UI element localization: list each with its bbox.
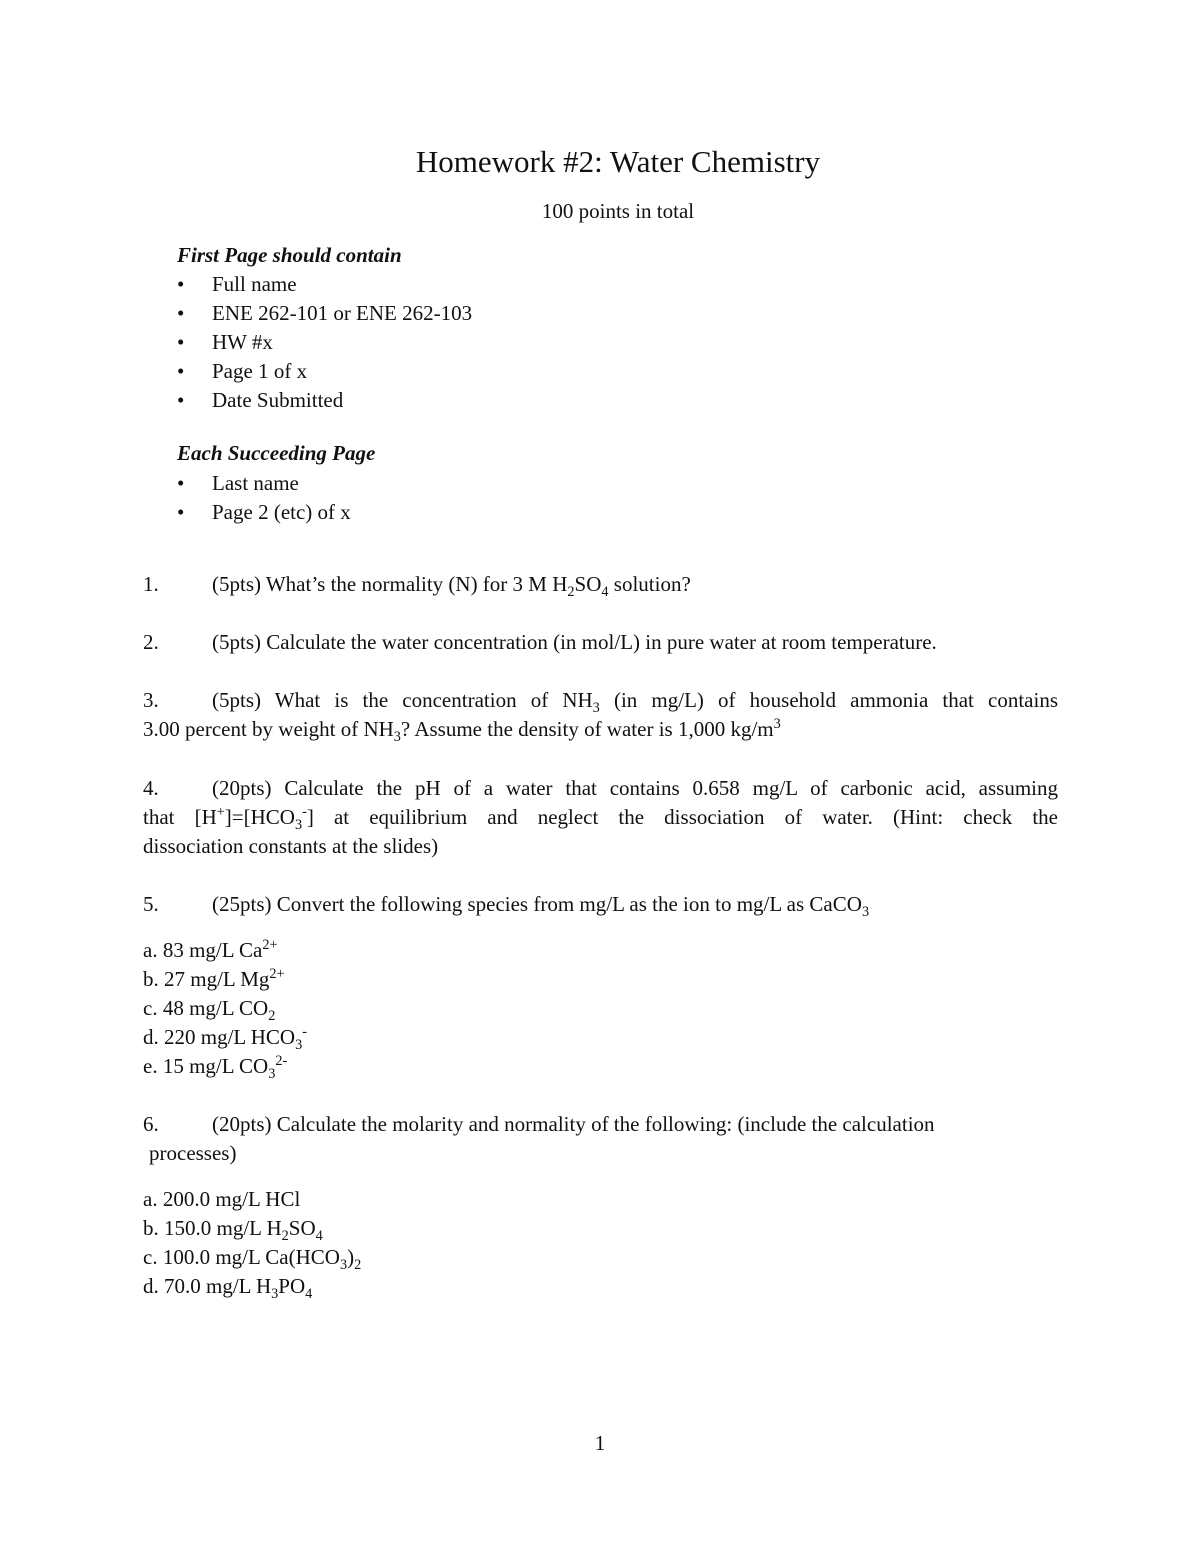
list-item: • HW #x	[212, 332, 273, 353]
first-page-heading: First Page should contain	[177, 243, 402, 267]
question-6-number: 6.	[143, 1112, 159, 1136]
list-item: • Page 1 of x	[212, 361, 307, 382]
list-item: d. 220 mg/L $HCO_3^-$	[143, 1024, 307, 1054]
list-item: e. 15 mg/L $CO_3^{2-}$	[143, 1053, 288, 1083]
list-item: • Last name	[212, 473, 299, 494]
question-3-line-2: 3.00 percent by weight of $NH_3$? Assume the density of water is 1,000 $kg/m^3$	[143, 716, 781, 746]
list-item: • Full name	[212, 274, 297, 295]
question-2-number: 2.	[143, 630, 159, 654]
list-item: d. 70.0 mg/L $H_3PO_4$	[143, 1274, 313, 1303]
succeeding-page-heading: Each Succeeding Page	[177, 441, 376, 465]
list-item: c. 48 mg/L $CO_2$	[143, 996, 276, 1025]
list-item: a. 83 mg/L $Ca^{2+}$	[143, 937, 278, 962]
question-1-number: 1.	[143, 572, 159, 596]
question-3-line-1: (5pts) What is the concentration of $NH_3$ (in mg/L) of household ammonia that contains	[212, 688, 1059, 717]
list-item: • Page 2 (etc) of x	[212, 502, 351, 523]
page-number: 1	[594, 1431, 606, 1455]
subtitle: 100 points in total	[541, 199, 695, 223]
list-item: b. 27 mg/L $Mg^{2+}$	[143, 966, 285, 991]
question-2-text: (5pts) Calculate the water concentration (in mol/L) in pure water at room temperature.	[212, 630, 937, 654]
list-item: b. 150.0 mg/L $H_2SO_4$	[143, 1216, 323, 1245]
question-4-line-2: that $[H^+]=[HCO_3^-]$ at equilibrium and neglect the dissociation of water. (Hint: check the	[143, 804, 1058, 834]
question-3-number: 3.	[143, 688, 159, 712]
list-item: c. 100.0 mg/L $Ca(HCO_3)_2$	[143, 1245, 362, 1274]
page-title: Homework #2: Water Chemistry	[415, 144, 821, 179]
question-5-text: (25pts) Convert the following species from mg/L as the ion to mg/L as CaCO$_3$	[212, 892, 870, 921]
list-item: a. 200.0 mg/L HCl	[143, 1187, 301, 1211]
question-6-line-1: (20pts) Calculate the molarity and normality of the following: (include the calculation	[212, 1112, 935, 1136]
list-item: • Date Submitted	[212, 390, 343, 411]
list-item: • ENE 262-101 or ENE 262-103	[212, 303, 472, 324]
question-5-number: 5.	[143, 892, 159, 916]
question-6-line-2: processes)	[149, 1141, 237, 1165]
question-4-line-1: (20pts) Calculate the pH of a water that contains 0.658 mg/L of carbonic acid, assuming	[212, 776, 1058, 800]
question-4-line-3: dissociation constants at the slides)	[143, 834, 439, 858]
question-1-text: (5pts) What’s the normality (N) for 3 M $H_2SO_4$ solution?	[212, 572, 691, 601]
question-4-number: 4.	[143, 776, 159, 800]
